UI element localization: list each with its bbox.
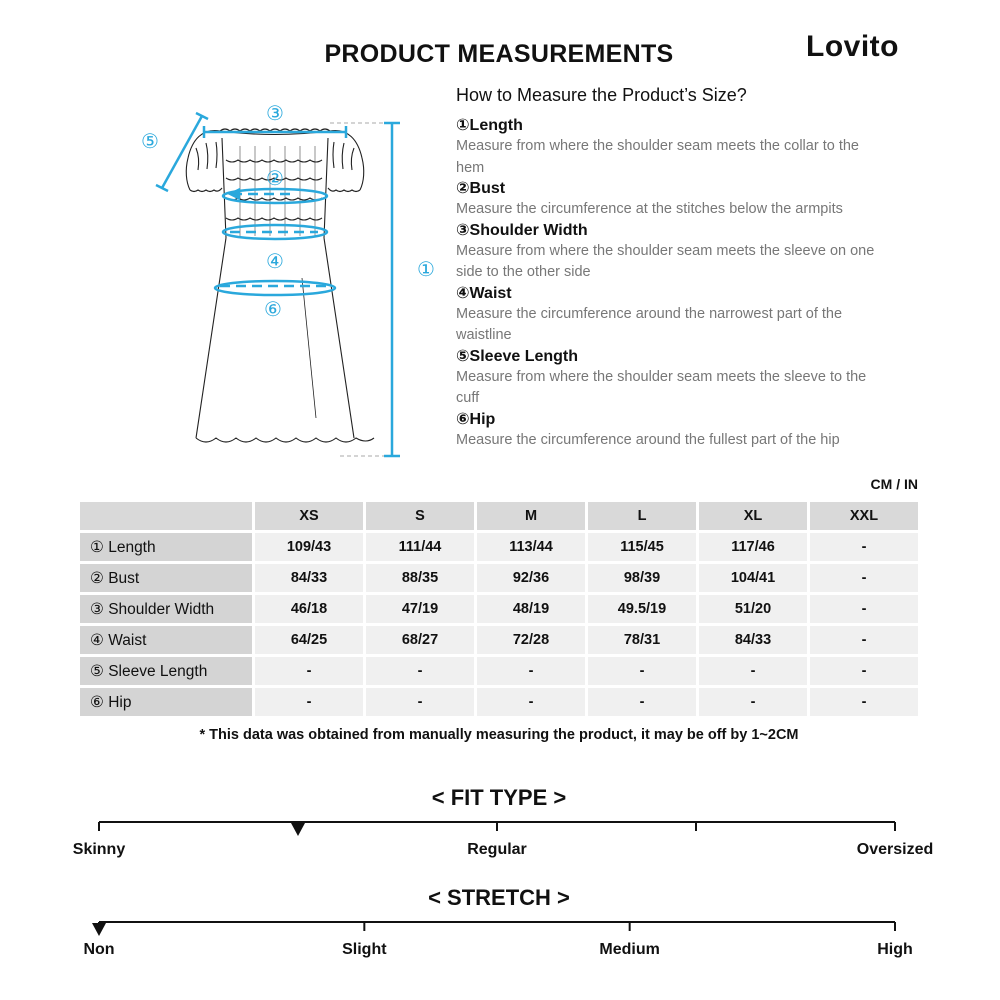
table-cell: 51/20 — [699, 595, 807, 623]
table-cell: 111/44 — [366, 533, 474, 561]
stretch-label: High — [877, 941, 913, 958]
size-header: XXL — [810, 502, 918, 530]
table-cell: 64/25 — [255, 626, 363, 654]
table-cell: 84/33 — [255, 564, 363, 592]
marker-waist: ④ — [266, 249, 284, 273]
table-cell: - — [255, 688, 363, 716]
unit-label: CM / IN — [870, 476, 918, 492]
table-cell: - — [810, 595, 918, 623]
page-title: PRODUCT MEASUREMENTS — [324, 40, 674, 68]
guide-item-description: Measure from where the shoulder seam meets the collar to the hem — [456, 138, 859, 176]
table-cell: - — [810, 688, 918, 716]
table-cell: 104/41 — [699, 564, 807, 592]
table-row — [80, 533, 918, 561]
table-cell: - — [810, 657, 918, 685]
row-label: ④ Waist — [80, 626, 252, 654]
guide-item-name: ③Shoulder Width — [456, 221, 588, 239]
measurement-guide-list — [456, 116, 886, 451]
fit-label: Skinny — [72, 841, 126, 858]
table-cell: 46/18 — [255, 595, 363, 623]
stretch-scale — [0, 910, 1000, 970]
fit-type-title: < FIT TYPE > — [431, 785, 567, 810]
size-header: S — [366, 502, 474, 530]
row-label: ③ Shoulder Width — [80, 595, 252, 623]
table-cell: - — [477, 657, 585, 685]
size-table-body — [80, 533, 918, 716]
guide-item-description: Measure the circumference at the stitches below the armpits — [456, 201, 843, 217]
size-table — [77, 499, 921, 719]
size-header: XS — [255, 502, 363, 530]
table-row — [80, 595, 918, 623]
fit-label: Oversized — [856, 841, 934, 858]
table-cell: - — [477, 688, 585, 716]
fit-label: Regular — [467, 841, 527, 858]
dress-measurement-diagram — [130, 98, 440, 468]
fit-indicator-icon — [291, 823, 305, 836]
guide-item-name: ⑤Sleeve Length — [456, 347, 579, 365]
marker-hip: ⑥ — [264, 297, 282, 321]
table-row — [80, 688, 918, 716]
table-cell: - — [588, 688, 696, 716]
table-cell: 47/19 — [366, 595, 474, 623]
table-cell: 49.5/19 — [588, 595, 696, 623]
stretch-label: Non — [83, 941, 115, 958]
table-row — [80, 657, 918, 685]
table-cell: - — [810, 533, 918, 561]
guide-item — [456, 347, 886, 410]
table-cell: - — [699, 657, 807, 685]
size-header-row — [80, 502, 918, 530]
guide-item-name: ⑥Hip — [456, 410, 496, 428]
table-cell: 115/45 — [588, 533, 696, 561]
table-cell: - — [810, 626, 918, 654]
guide-item — [456, 116, 886, 179]
guide-item-description: Measure from where the shoulder seam meets the sleeve to the cuff — [456, 368, 867, 406]
guide-item — [456, 284, 886, 347]
row-label: ② Bust — [80, 564, 252, 592]
guide-item — [456, 221, 886, 284]
table-cell: - — [366, 688, 474, 716]
table-cell: 92/36 — [477, 564, 585, 592]
table-cell: - — [588, 657, 696, 685]
table-cell: - — [255, 657, 363, 685]
table-cell: 84/33 — [699, 626, 807, 654]
guide-title: How to Measure the Product’s Size? — [456, 85, 747, 105]
table-cell: - — [810, 564, 918, 592]
measurement-note: * This data was obtained from manually measuring the product, it may be off by 1~2CM — [199, 727, 799, 743]
table-cell: - — [366, 657, 474, 685]
row-label: ① Length — [80, 533, 252, 561]
size-header: XL — [699, 502, 807, 530]
table-row — [80, 626, 918, 654]
table-cell: 113/44 — [477, 533, 585, 561]
table-cell: - — [699, 688, 807, 716]
table-cell: 117/46 — [699, 533, 807, 561]
table-cell: 48/19 — [477, 595, 585, 623]
row-label: ⑥ Hip — [80, 688, 252, 716]
table-cell: 98/39 — [588, 564, 696, 592]
table-cell: 78/31 — [588, 626, 696, 654]
fit-type-scale — [0, 810, 1000, 870]
marker-sleeve-length: ⑤ — [141, 129, 159, 153]
guide-item — [456, 179, 886, 221]
guide-item — [456, 410, 886, 452]
size-header: M — [477, 502, 585, 530]
stretch-indicator-icon — [92, 923, 106, 936]
guide-item-name: ①Length — [456, 117, 523, 134]
size-header: L — [588, 502, 696, 530]
guide-item-name: ④Waist — [456, 284, 512, 302]
guide-item-description: Measure from where the shoulder seam meets the sleeve on one side to the other side — [456, 242, 875, 280]
guide-item-description: Measure the circumference around the fullest part of the hip — [456, 431, 840, 448]
table-cell: 68/27 — [366, 626, 474, 654]
guide-item-description: Measure the circumference around the narrowest part of the waistline — [456, 305, 843, 343]
stretch-label: Medium — [599, 941, 660, 958]
table-cell: 109/43 — [255, 533, 363, 561]
table-corner — [80, 502, 252, 530]
stretch-label: Slight — [342, 941, 387, 958]
guide-item-name: ②Bust — [456, 180, 506, 197]
marker-length: ① — [417, 257, 435, 281]
table-cell: 88/35 — [366, 564, 474, 592]
table-cell: 72/28 — [477, 626, 585, 654]
brand-logo: Lovito — [806, 30, 899, 63]
row-label: ⑤ Sleeve Length — [80, 657, 252, 685]
marker-bust: ② — [266, 166, 284, 190]
stretch-title: < STRETCH > — [428, 885, 570, 910]
table-row — [80, 564, 918, 592]
marker-shoulder-width: ③ — [266, 101, 284, 125]
